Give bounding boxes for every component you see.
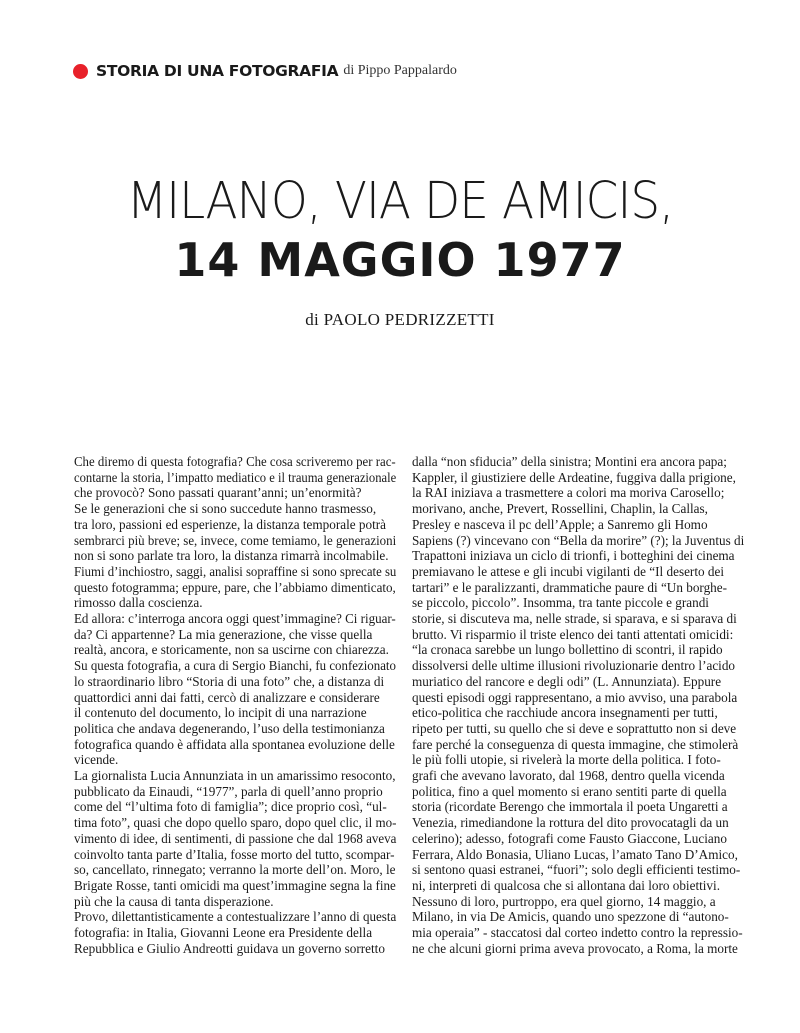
body-text-line: politica, fino a quel momento si erano sentiti parte di quella bbox=[412, 783, 727, 799]
body-text-line: questo fotogramma; eppure, pare, che l’abbiamo dimenticato, bbox=[74, 579, 396, 595]
body-text-line: Brigate Rosse, tanti omicidi ma quest’immagine segna la fine bbox=[74, 877, 396, 893]
body-text-line: quattordici anni dai fatti, cercò di analizzare e considerare bbox=[74, 689, 380, 705]
body-text-line: ne che alcuni giorni prima aveva provocato, a Roma, la morte bbox=[412, 940, 738, 956]
body-text-line: dissolversi delle ultime illusioni rivoluzionarie dentro l’acido bbox=[412, 658, 736, 674]
body-text-line: contarne la storia, l’impatto mediatico e il trauma generazionale bbox=[74, 469, 397, 485]
body-text-line: ni, interpreti di qualcosa che si allontana dai loro obiettivi. bbox=[412, 877, 720, 893]
body-text-line: da? Ci appartenne? La mia generazione, che visse quella bbox=[74, 626, 373, 642]
body-text-line: Presley e nasceva il pc dell’Apple; a Sanremo gli Homo bbox=[412, 516, 708, 532]
body-text-line: Nessuno di loro, purtroppo, era quel giorno, 14 maggio, a bbox=[412, 893, 716, 909]
body-text-line: come del “l’ultima foto di famiglia”; dice proprio così, “ul- bbox=[74, 799, 387, 815]
body-text-line: etico-politica che racchiude ancora insegnamenti per tutti, bbox=[412, 705, 718, 721]
body-text-line: so, cancellato, rinnegato; verranno la morte dell’on. Moro, le bbox=[74, 862, 396, 878]
body-text-line: realtà, ancora, e storicamente, non sa uscirne con chiarezza. bbox=[74, 642, 389, 658]
body-text-line: Venezia, rimediandone la rottura del dito provocatagli da un bbox=[412, 815, 729, 831]
article-author: di PAOLO PEDRIZZETTI bbox=[305, 310, 495, 329]
body-text-line: fotografia: in Italia, Giovanni Leone era Presidente della bbox=[74, 925, 373, 941]
body-text-line: Trapattoni iniziava un ciclo di trionfi, i botteghini dei cinema bbox=[412, 548, 735, 564]
body-text-line: grafi che avevano lavorato, dal 1968, dentro quella vicenda bbox=[412, 768, 725, 784]
body-text-line: morivano, anche, Prevert, Rossellini, Chaplin, la Callas, bbox=[412, 501, 708, 517]
section-byline: di Pippo Pappalardo bbox=[343, 63, 457, 78]
body-text-line: questi episodi oggi rappresentano, a mio avviso, una parabola bbox=[412, 689, 738, 705]
body-text-line: tra loro, passioni ed esperienze, la distanza temporale potrà bbox=[74, 516, 386, 532]
section-header bbox=[73, 62, 457, 80]
body-text-line: pubblicato da Einaudi, “1977”, parla di quell’anno proprio bbox=[74, 783, 383, 799]
article-title-line-2: 14 MAGGIO 1977 bbox=[174, 233, 626, 287]
article-title-line-1: MILANO, VIA DE AMICIS, bbox=[126, 172, 674, 231]
body-text-line: vicende. bbox=[74, 752, 119, 768]
body-text-line: muriatico del rancore e degli odi” (L. Annunziata). Eppure bbox=[412, 673, 722, 689]
body-text-line: lo straordinario libro “Storia di una foto” che, a distanza di bbox=[74, 673, 385, 689]
body-text-line: celerino); adesso, fotografi come Fausto Giaccone, Luciano bbox=[412, 830, 727, 846]
body-text-line: Che diremo di questa fotografia? Che cosa scriveremo per rac- bbox=[74, 454, 396, 469]
section-label: STORIA DI UNA FOTOGRAFIA bbox=[96, 62, 339, 80]
body-text-line: ripeto per tutti, su quello che si deve e soprattutto non si deve bbox=[412, 720, 737, 736]
body-text-line: si sentono quasi estranei, “fuori”; solo degli efficienti testimo- bbox=[412, 862, 741, 878]
body-text-line: dalla “non sfiducia” della sinistra; Montini era ancora papa; bbox=[412, 454, 727, 469]
body-text-line: premiavano le attese e gli incubi vigilanti de “Il deserto dei bbox=[412, 563, 724, 579]
body-text-line: storie, si discuteva ma, nelle strade, si sparava, e si sparava di bbox=[412, 611, 737, 627]
body-text-line: più che la causa di tanta disperazione. bbox=[74, 893, 274, 909]
body-text-line: tima foto”, quasi che dopo quello sparo, dopo quel clic, il mo- bbox=[74, 815, 397, 831]
body-text-line: coinvolto tanta parte d’Italia, fosse morto del tutto, scompar- bbox=[74, 846, 395, 862]
body-text-line: politica che andava degenerando, l’uso della testimonianza bbox=[74, 720, 385, 736]
body-text-line: Su questa fotografia, a cura di Sergio Bianchi, fu confezionato bbox=[74, 658, 396, 674]
body-text-line: Ed allora: c’interroga ancora oggi quest’immagine? Ci riguar- bbox=[74, 611, 396, 627]
body-text-line: brutto. Vi risparmio il triste elenco dei tanti attentati omicidi: bbox=[412, 626, 734, 642]
body-text-line: tartari” e le paralizzanti, drammatiche paure di “Un borghe- bbox=[412, 579, 727, 595]
red-dot-icon bbox=[73, 64, 88, 79]
body-text-line: La giornalista Lucia Annunziata in un amarissimo resoconto, bbox=[74, 768, 396, 784]
body-text-line: Milano, in via De Amicis, quando uno spezzone di “autono- bbox=[412, 909, 729, 925]
body-text-line: mia operaia” - staccatosi dal corteo indetto contro la repressio- bbox=[412, 925, 743, 941]
body-text-line: rimosso dalla coscienza. bbox=[74, 595, 203, 611]
body-text-line: Sapiens (?) vincevano con “Bella da morire” (?); la Juventus di bbox=[412, 532, 745, 548]
body-text-line: la RAI iniziava a trasmettere a colori ma moriva Carosello; bbox=[412, 485, 725, 501]
body-text-line: Fiumi d’inchiostro, saggi, analisi sopraffine si sono sprecate su bbox=[74, 563, 397, 579]
body-text-line: Se le generazioni che si sono succedute hanno trasmesso, bbox=[74, 501, 377, 517]
body-text-line: Kappler, il giustiziere delle Ardeatine, fuggiva dalla prigione, bbox=[412, 469, 736, 485]
body-column-right bbox=[412, 454, 744, 957]
body-text-line: Repubblica e Giulio Andreotti guidava un governo sorretto bbox=[74, 940, 385, 956]
body-text-line: se piccolo, piccolo”. Insomma, tra tante piccole e grandi bbox=[412, 595, 709, 611]
body-text-line: fare perché la conseguenza di questa immagine, che stimolerà bbox=[412, 736, 739, 752]
body-text-line: fotografica quando è affidata alla spontanea evoluzione delle bbox=[74, 736, 395, 752]
body-text-line: le più folli utopie, si rivelerà la morte della politica. I foto- bbox=[412, 752, 721, 768]
body-text-line: vimento di idee, di sentimenti, di passione che dal 1968 aveva bbox=[74, 830, 397, 846]
body-text-line: il contenuto del documento, lo incipit di una narrazione bbox=[74, 705, 367, 721]
body-text-line: storia (ricordate Berengo che immortala il poeta Ungaretti a bbox=[412, 799, 728, 815]
body-text-line: sembrarci più breve; se, invece, come temiamo, le generazioni bbox=[74, 532, 397, 548]
body-text-line: Ferrara, Aldo Bonasia, Uliano Lucas, l’amato Tano D’Amico, bbox=[412, 846, 738, 862]
body-text-line: Provo, dilettantisticamente a contestualizzare l’anno di questa bbox=[74, 909, 397, 925]
body-column-left bbox=[74, 454, 396, 957]
body-text-line: non si sono parlate tra loro, la distanza rimarrà incolmabile. bbox=[74, 548, 389, 564]
body-text-line: “la cronaca sarebbe un lungo bollettino di scontri, il rapido bbox=[412, 642, 723, 658]
body-text-line: che provocò? Sono passati quarant’anni; un’enormità? bbox=[74, 485, 362, 501]
